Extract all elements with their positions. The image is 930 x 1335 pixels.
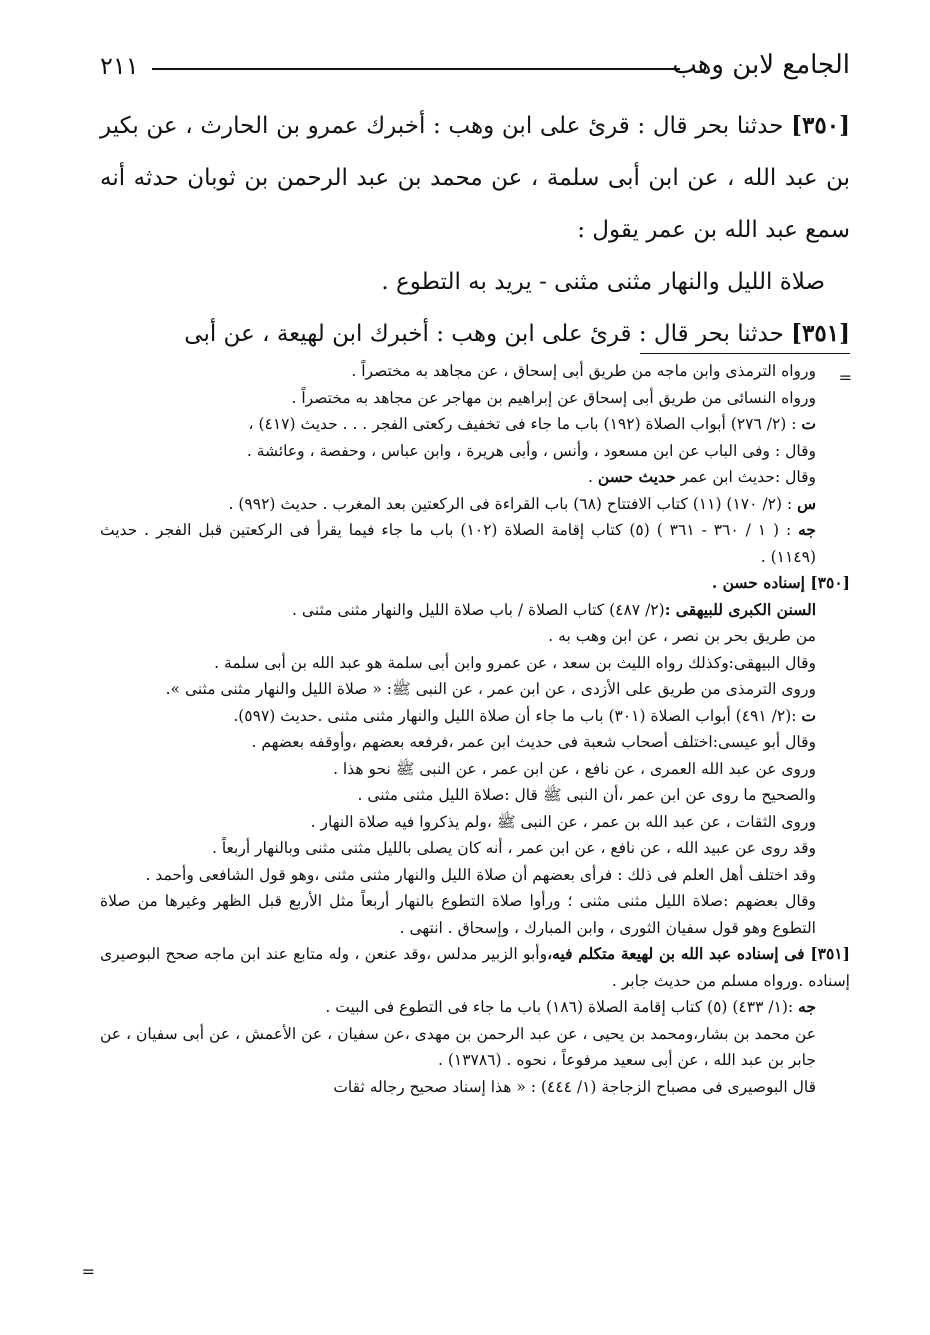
source-symbol: ت: [801, 705, 816, 725]
note-line: وقال :حديث ابن عمر حديث حسن .: [588, 467, 816, 486]
hadith-350: [100, 100, 850, 256]
continuation-mark: =: [838, 368, 852, 387]
note-line: عن محمد بن بشار،ومحمد بن يحيى ، عن عبد الرحمن بن مهدى ،عن سفيان ، عن الأعمش ، عن أبى سفيان ، عن جابر بن عبد الله ، عن أبى سعيد مرفوعاً ، نحوه . (١٣٧٨٦) .: [100, 1024, 816, 1069]
continuation-mark: =: [81, 1262, 95, 1281]
note-line: وروى عن عبد الله العمرى ، عن نافع ، عن ابن عمر ، عن النبى ﷺ نحو هذا .: [333, 759, 816, 778]
note-line: وقد اختلف أهل العلم فى ذلك : فرأى بعضهم أن صلاة الليل والنهار مثنى مثنى ،وهو قول الشافعى وأحمد .: [145, 865, 816, 884]
source-symbol: جه: [798, 997, 816, 1016]
hadith-number: [٣٥١]: [791, 320, 850, 347]
hadith-isnad: حدثنا بحر قال : قرئ على ابن وهب : أخبرك ابن لهيعة ، عن أبى: [184, 321, 792, 347]
header-rule: [152, 68, 680, 70]
source-symbol: س: [797, 493, 816, 513]
note-line: ت : (٢/ ٢٧٦) أبواب الصلاة (١٩٢) باب ما جاء فى تخفيف ركعتى الفجر . . . حديث (٤١٧) ،: [248, 414, 816, 433]
book-title: السنن الكبرى للبيهقى :: [664, 599, 816, 619]
hadith-number: [٣٥٠]: [791, 112, 850, 139]
source-symbol: جه: [798, 520, 816, 539]
note-line: وقد روى عن عبيد الله ، عن نافع ، عن ابن عمر ، أنه كان يصلى بالليل مثنى مثنى وبالنهار أربعاً .: [211, 839, 816, 857]
running-title: الجامع لابن وهب: [672, 50, 850, 80]
note-line: ورواه الترمذى وابن ماجه من طريق أبى إسحاق ، عن مجاهد به مختصراً .: [351, 362, 816, 380]
note-line: قال البوصيرى فى مصباح الزجاجة (١/ ٤٤٤) : « هذا إسناد صحيح رجاله ثقات: [333, 1077, 816, 1096]
hadith-isnad: حدثنا بحر قال : قرئ على ابن وهب : أخبرك عمرو بن الحارث ، عن بكير بن عبد الله ، عن ابن أبى سلمة ، عن محمد بن عبد الرحمن بن ثوبان حدثه أنه سمع عبد الله بن عمر يقول :: [100, 113, 850, 243]
page-header: [100, 50, 850, 90]
page-number: ٢١١: [100, 52, 139, 80]
note-line: س : (٢/ ١٧٠) (١١) كتاب الافتتاح (٦٨) باب القراءة فى الركعتين بعد المغرب . حديث (٩٩٢) .: [228, 493, 816, 513]
grading: حديث حسن: [597, 467, 676, 486]
source-symbol: ت: [801, 414, 816, 433]
main-text: [100, 100, 850, 360]
note-line: ت :(٢/ ٤٩١) أبواب الصلاة (٣٠١) باب ما جاء أن صلاة الليل والنهار مثنى مثنى .حديث (٥٩٧).: [233, 705, 816, 725]
note-line: وروى الثقات ، عن عبد الله بن عمر ، عن النبى ﷺ ،ولم يذكروا فيه صلاة النهار .: [310, 812, 816, 831]
note-line: ورواه النسائى من طريق أبى إسحاق عن إبراهيم بن مهاجر عن مجاهد به مختصراً .: [291, 388, 816, 407]
note-line: من طريق بحر بن نصر ، عن ابن وهب به .: [548, 627, 816, 645]
note-line: السنن الكبرى للبيهقى :(٢/ ٤٨٧) كتاب الصلاة / باب صلاة الليل والنهار مثنى مثنى .: [292, 599, 816, 619]
note-line: جه :(١/ ٤٣٣) (٥) كتاب إقامة الصلاة (١٨٦) باب ما جاء فى التطوع فى البيت .: [325, 997, 816, 1016]
footnote-rule: [640, 353, 850, 354]
section-heading-351: [٣٥١] فى إسناده عبد الله بن لهيعة متكلم فيه،وأبو الزبير مدلس ،وقد عنعن ، وله متابع عند ابن ماجه صحح البوصيرى إسناده .ورواه مسلم من حديث جابر .: [100, 944, 850, 990]
note-line: وقال البيهقى:وكذلك رواه الليث بن سعد ، عن عمرو وابن أبى سلمة هو عبد الله بن أبى سلمة .: [214, 653, 816, 672]
note-line: جه : ( ١ / ٣٦٠ - ٣٦١ ) (٥) كتاب إقامة الصلاة (١٠٢) باب ما جاء فيما يقرأ فى الركعتين قبل الفجر . حديث (١١٤٩) .: [100, 520, 816, 566]
section-heading-350: [٣٥٠] إسناده حسن .: [711, 573, 850, 592]
note-line: وقال أبو عيسى:اختلف أصحاب شعبة فى حديث ابن عمر ،فرفعه بعضهم ،وأوقفه بعضهم .: [251, 733, 816, 751]
note-line: وقال : وفى الباب عن ابن مسعود ، وأنس ، وأبى هريرة ، وابن عباس ، وحفصة ، وعائشة .: [246, 441, 816, 460]
hadith-matn: صلاة الليل والنهار مثنى مثنى - يريد به التطوع .: [381, 269, 825, 295]
note-line: والصحيح ما روى عن ابن عمر ،أن النبى ﷺ قال :صلاة الليل مثنى مثنى .: [357, 786, 816, 804]
footnotes: [100, 358, 850, 1100]
note-line: وقال بعضهم :صلاة الليل مثنى مثنى ؛ ورأوا صلاة التطوع بالنهار أربعاً مثل الأربع قبل الظهر وغيرها من صلاة التطوع وهو قول سفيان الثورى ، وابن المبارك ، وإسحاق . انتهى .: [100, 892, 816, 937]
note-line: وروى الترمذى من طريق على الأزدى ، عن ابن عمر ، عن النبى ﷺ: « صلاة الليل والنهار مثنى مثنى ».: [165, 680, 816, 698]
